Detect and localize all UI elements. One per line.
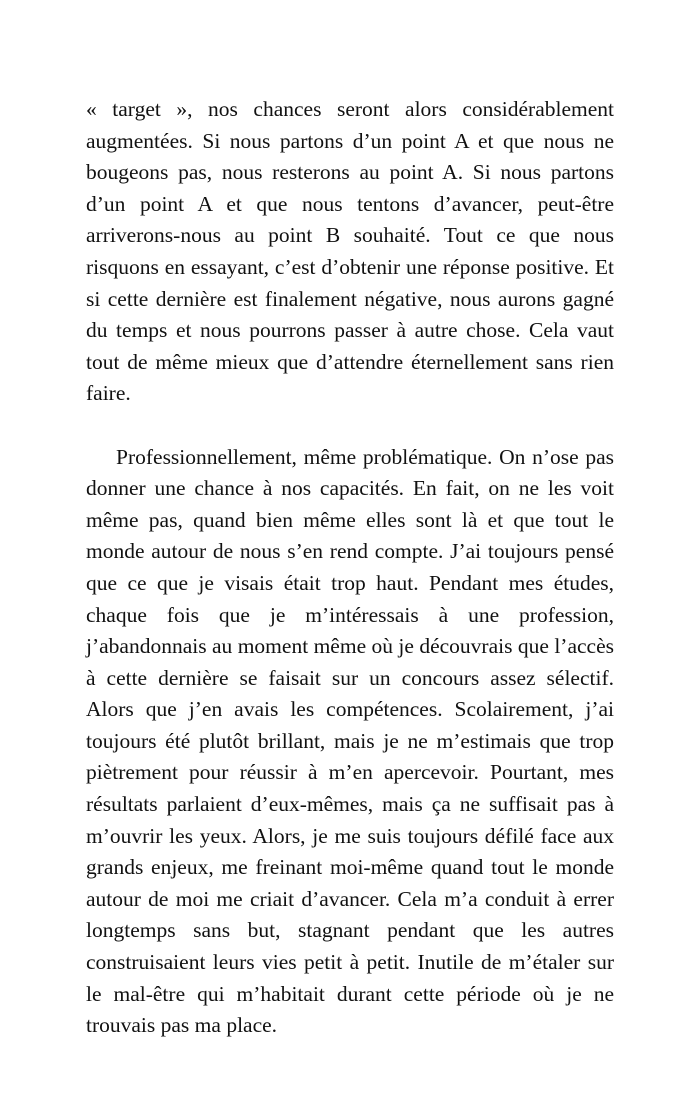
paragraph-1: « target », nos chances seront alors considérablement augmentées. Si nous partons d’un point A et que nous ne bougeons pas, nous resterons au point A. Si nous partons d’un point A et que nous tentons d’avancer, peut-être arriverons-nous au point B souhaité. Tout ce que nous risquons en essayant, c’est d’obtenir une réponse positive. Et si cette dernière est finalement négative, nous aurons gagné du temps et nous pourrons passer à autre chose. Cela vaut tout de même mieux que d’attendre éternellement sans rien faire. xyxy=(86,97,614,406)
page-body xyxy=(86,94,614,1042)
paragraph-2: Professionnellement, même problématique. On n’ose pas donner une chance à nos capacités. En fait, on ne les voit même pas, quand bien même elles sont là et que tout le monde autour de nous s’en rend compte. J’ai toujours pensé que ce que je visais était trop haut. Pendant mes études, chaque fois que je m’intéressais à une profession, j’abandonnais au moment même où je découvrais que l’accès à cette dernière se faisait sur un concours assez sélectif. Alors que j’en avais les compétences. Scolairement, j’ai toujours été plutôt brillant, mais je ne m’estimais que trop piètrement pour réussir à m’en apercevoir. Pourtant, mes résultats parlaient d’eux-mêmes, mais ça ne suffisait pas à m’ouvrir les yeux. Alors, je me suis toujours défilé face aux grands enjeux, me freinant moi-même quand tout le monde autour de moi me criait d’avancer. Cela m’a conduit à errer longtemps sans but, stagnant pendant que les autres construisaient leurs vies petit à petit. Inutile de m’étaler sur le mal-être qui m’habitait durant cette période où je ne trouvais pas ma place. xyxy=(86,444,614,1038)
paragraph-spacer xyxy=(86,410,614,442)
